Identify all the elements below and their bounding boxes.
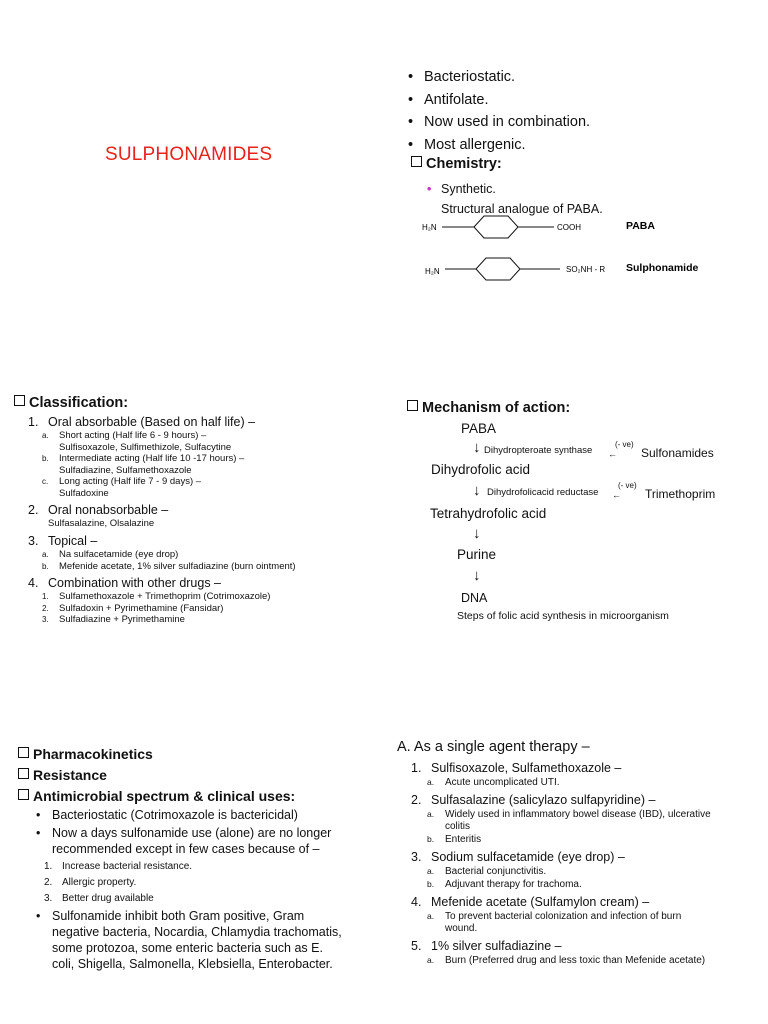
item-label: Sulfasalazine (salicylazo sulfapyridine) – xyxy=(431,793,656,807)
drug-sulfonamides: Sulfonamides xyxy=(641,446,714,460)
step-dihydrofolic-acid: Dihydrofolic acid xyxy=(431,462,531,477)
down-arrow-icon: ↓ xyxy=(473,439,481,456)
mechanism-heading: Mechanism of action: xyxy=(407,400,570,416)
single-agent-list xyxy=(411,760,761,967)
item-label: Sodium sulfacetamide (eye drop) – xyxy=(431,850,625,864)
sub-text: Intermediate acting (Half life 10 -17 hours) – xyxy=(59,453,245,464)
bullet-item: • Most allergenic. xyxy=(424,134,590,157)
sub-item xyxy=(427,910,761,923)
down-arrow-icon: ↓ xyxy=(473,567,481,584)
classification-item xyxy=(28,414,358,430)
sub-text: Sulfisoxazole, Sulfimethizole, Sulfacytine xyxy=(59,441,232,453)
reason-item: 1. Increase bacterial resistance. xyxy=(44,861,193,872)
sub-marker: a. xyxy=(427,777,435,787)
item-number: 2. xyxy=(28,503,39,517)
sulphonamide-group-label: SO₂NH - R xyxy=(566,265,606,274)
paba-carboxyl-label: COOH xyxy=(557,223,581,232)
benzene-ring-icon xyxy=(474,216,518,238)
checkbox-bullet-icon xyxy=(407,400,418,411)
resistance-heading: Resistance xyxy=(18,765,295,786)
sub-marker: 3. xyxy=(42,615,49,624)
sub-text: Short acting (Half life 6 - 9 hours) – xyxy=(59,430,207,441)
sub-text: To prevent bacterial colonization and infection of burn xyxy=(445,911,682,922)
reason-list xyxy=(44,859,372,907)
reason-item: 2. Allergic property. xyxy=(44,877,137,888)
enzyme-dihydropteroate: Dihydropteroate synthase xyxy=(484,445,593,456)
item-number: 2. xyxy=(411,793,422,807)
item-label: Sulfisoxazole, Sulfamethoxazole – xyxy=(431,761,622,775)
sub-item xyxy=(42,549,358,561)
drug-trimethoprim: Trimethoprim xyxy=(645,487,716,501)
sub-item xyxy=(427,808,761,821)
sub-item xyxy=(42,476,358,488)
checkbox-bullet-icon xyxy=(18,789,29,800)
item-label: Combination with other drugs – xyxy=(48,576,222,590)
item-number: 4. xyxy=(28,576,39,590)
classification-item xyxy=(28,533,358,549)
item-label: Topical – xyxy=(48,534,98,548)
item-number: 1. xyxy=(28,415,39,429)
sub-item xyxy=(42,614,358,626)
sub-marker: 2. xyxy=(42,603,49,613)
sub-marker: b. xyxy=(42,454,49,463)
sub-item xyxy=(42,603,358,615)
sub-text: Na sulfacetamide (eye drop) xyxy=(59,549,179,560)
bullet-item: • Antifolate. xyxy=(424,89,590,112)
checkbox-bullet-icon xyxy=(18,768,29,779)
item-note: Sulfasalazine, Olsalazine xyxy=(48,518,155,529)
pharmacokinetics-heading: Pharmacokinetics xyxy=(18,744,295,765)
step-purine: Purine xyxy=(457,547,497,562)
classification-item xyxy=(28,502,358,518)
bullet-item xyxy=(52,908,372,972)
sub-text: Sulfadoxin + Pyrimethamine (Fansidar) xyxy=(59,602,224,614)
spectrum-body xyxy=(44,807,372,972)
step-dna: DNA xyxy=(461,591,488,605)
sub-item xyxy=(42,442,358,454)
item-label: Oral absorbable (Based on half life) – xyxy=(48,415,256,429)
sulphonamide-amine-label: H₂N xyxy=(425,267,440,276)
bullet-line: coli, Shigella, Salmonella, Klebsiella, Enterobacter. xyxy=(52,957,333,971)
pharmacology-headings xyxy=(18,744,295,807)
sub-item xyxy=(427,833,761,846)
checkbox-bullet-icon xyxy=(18,747,29,758)
paba-name: PABA xyxy=(626,220,655,232)
sub-text: Mefenide acetate, 1% silver sulfadiazine (burn ointment) xyxy=(59,560,296,572)
sub-text: Enteritis xyxy=(445,834,482,845)
sulphonamide-name: Sulphonamide xyxy=(626,262,699,274)
intro-bullet-list xyxy=(424,66,590,156)
sub-text: Sulfamethoxazole + Trimethoprim (Cotrimoxazole) xyxy=(59,591,271,602)
sub-item xyxy=(427,923,761,935)
sub-text: Long acting (Half life 7 - 9 days) – xyxy=(59,476,202,487)
sub-text: Burn (Preferred drug and less toxic than Mefenide acetate) xyxy=(445,955,706,966)
sub-text: Acute uncomplicated UTI. xyxy=(445,777,560,788)
sub-marker: c. xyxy=(42,477,49,486)
sub-item xyxy=(427,878,761,891)
sub-text: Sulfadoxine xyxy=(59,487,109,499)
bullet-item: • Bacteriostatic. xyxy=(424,66,590,89)
classification-heading: Classification: xyxy=(14,395,128,411)
sub-text: Widely used in inflammatory bowel disease (IBD), ulcerative xyxy=(445,809,711,820)
sub-item xyxy=(427,821,761,833)
bullet-line: some protozoa, some enteric bacteria such as E. xyxy=(52,941,323,955)
classification-list xyxy=(28,414,358,626)
agent-item xyxy=(411,849,761,865)
item-number: 3. xyxy=(28,534,39,548)
single-agent-heading: A. As a single agent therapy – xyxy=(397,739,590,755)
agent-item xyxy=(411,760,761,776)
sub-text: Sulfadiazine, Sulfamethoxazole xyxy=(59,464,192,476)
bullet-line: negative bacteria, Nocardia, Chlamydia trachomatis, xyxy=(52,925,342,939)
spectrum-heading: Antimicrobial spectrum & clinical uses: xyxy=(18,786,295,807)
down-arrow-icon: ↓ xyxy=(473,482,481,499)
left-arrow-icon: ← xyxy=(608,449,617,459)
negative-effect-label: (- ve) xyxy=(615,440,634,449)
bullet-item xyxy=(52,825,372,857)
paba-amine-label: H₂N xyxy=(422,223,437,232)
benzene-ring-icon xyxy=(476,258,520,280)
sub-item xyxy=(42,453,358,465)
bullet-line: recommended except in few cases because of – xyxy=(52,842,320,856)
agent-item xyxy=(411,792,761,808)
checkbox-bullet-icon xyxy=(411,156,422,167)
left-arrow-icon: ← xyxy=(612,490,621,500)
item-label: Mefenide acetate (Sulfamylon cream) – xyxy=(431,895,650,909)
sub-text: Sulfadiazine + Pyrimethamine xyxy=(59,614,185,625)
sub-marker: a. xyxy=(427,911,435,921)
sub-item xyxy=(42,430,358,442)
item-number: 1. xyxy=(411,761,422,775)
sub-marker: 1. xyxy=(42,592,49,601)
slide-title: SULPHONAMIDES xyxy=(105,144,273,165)
bullet-line: • Sulfonamide inhibit both Gram positive, Gram xyxy=(52,909,305,923)
item-label: Oral nonabsorbable – xyxy=(48,503,169,517)
sub-marker: a. xyxy=(42,550,49,559)
chemistry-heading: Chemistry: xyxy=(411,156,502,172)
classification-item xyxy=(28,575,358,591)
sub-text: Bacterial conjunctivitis. xyxy=(445,866,547,877)
step-paba: PABA xyxy=(461,421,497,436)
item-number: 4. xyxy=(411,895,422,909)
chemistry-bullet: • Synthetic. xyxy=(441,179,603,199)
sub-item xyxy=(427,954,761,967)
sub-marker: a. xyxy=(42,431,49,440)
enzyme-dihydrofolate-reductase: Dihydrofolicacid reductase xyxy=(487,487,599,498)
checkbox-bullet-icon xyxy=(14,395,25,406)
sub-text: Adjuvant therapy for trachoma. xyxy=(445,879,582,890)
sub-item xyxy=(42,561,358,573)
sub-item xyxy=(42,465,358,477)
mechanism-caption: Steps of folic acid synthesis in microorganism xyxy=(457,610,669,622)
negative-effect-label: (- ve) xyxy=(618,481,637,490)
chemical-structures xyxy=(420,212,720,287)
sub-marker: b. xyxy=(42,561,49,571)
item-number: 3. xyxy=(411,850,422,864)
chemistry-bullet: • Structural analogue of PABA. xyxy=(441,199,603,219)
agent-item xyxy=(411,938,761,954)
bullet-item: • Bacteriostatic (Cotrimoxazole is bactericidal) xyxy=(52,807,372,823)
sub-marker: b. xyxy=(427,879,435,889)
agent-item xyxy=(411,894,761,910)
sub-text: wound. xyxy=(445,923,478,934)
bullet-line: • Now a days sulfonamide use (alone) are no longer xyxy=(52,826,332,840)
bullet-item: • Now used in combination. xyxy=(424,111,590,134)
down-arrow-icon: ↓ xyxy=(473,525,481,542)
sub-marker: a. xyxy=(427,809,435,819)
sub-marker: b. xyxy=(427,834,435,844)
reason-item: 3. Better drug available xyxy=(44,893,154,904)
item-label: 1% silver sulfadiazine – xyxy=(431,939,562,953)
sub-item xyxy=(42,488,358,500)
sub-item xyxy=(42,591,358,603)
sub-item xyxy=(427,776,761,789)
step-tetrahydrofolic-acid: Tetrahydrofolic acid xyxy=(430,506,547,521)
sub-item xyxy=(427,865,761,878)
sub-marker: a. xyxy=(427,955,435,965)
sub-text: colitis xyxy=(445,821,471,832)
sub-marker: a. xyxy=(427,866,435,876)
item-number: 5. xyxy=(411,939,422,953)
